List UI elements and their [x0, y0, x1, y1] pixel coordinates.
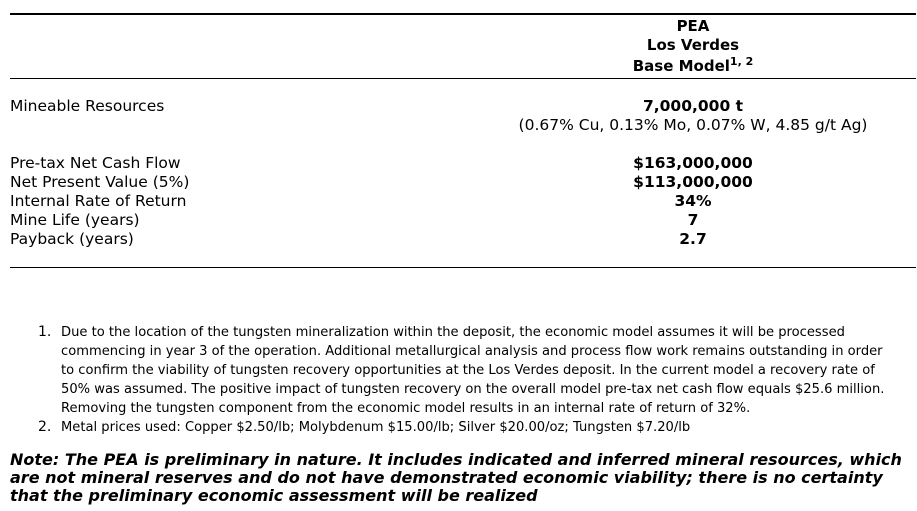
footnote-text: Due to the location of the tungsten mineralization within the deposit, the economic model assumes it will be processed commencing in year 3 of the operation. Additional metallurgical analysis and process flow work remains outstanding in order to confirm the viability of tungsten recovery opportunities at the Los Verdes deposit. In the current model a recovery rate of 50% was assumed. The positive impact of tungsten recovery on the overall model pre-tax net cash flow equals $25.6 million. Removing the tungsten component from the economic model results in an internal rate of return of 32%. [61, 325, 885, 416]
row-value-pretax-cash-flow: $163,000,000 [633, 154, 753, 172]
row-label-mine-life: Mine Life (years) [10, 211, 140, 229]
row-label-npv: Net Present Value (5%) [10, 173, 190, 191]
row-value-payback: 2.7 [679, 230, 707, 248]
row-subvalue-grades: (0.67% Cu, 0.13% Mo, 0.07% W, 4.85 g/t Ag) [518, 116, 868, 134]
row-label-irr: Internal Rate of Return [10, 192, 187, 210]
table-bottom-rule [10, 267, 916, 268]
row-label-pretax-cash-flow: Pre-tax Net Cash Flow [10, 154, 181, 172]
row-value-mine-life: 7 [687, 211, 699, 229]
column-header-line2: Los Verdes [646, 36, 740, 54]
column-header-line1: PEA [676, 17, 710, 35]
footnotes-list [38, 323, 898, 437]
header-rule [10, 78, 916, 79]
footnote-reference: 1, 2 [729, 55, 754, 68]
footnote-text: Metal prices used: Copper $2.50/lb; Molybdenum $15.00/lb; Silver $20.00/oz; Tungsten $7.20/lb [61, 420, 691, 435]
row-label-mineable-resources: Mineable Resources [10, 97, 165, 115]
row-value-irr: 34% [674, 192, 712, 210]
footnote-item [38, 323, 898, 418]
footnote-number: 2. [38, 419, 52, 435]
row-label-payback: Payback (years) [10, 230, 134, 248]
column-header-line3 [468, 57, 917, 76]
disclaimer-note: Note: The PEA is preliminary in nature. It includes indicated and inferred mineral resources, which are not mineral reserves and do not have demonstrated economic viability; there is no certainty that the preliminary economic assessment will be realized [10, 450, 902, 505]
row-value-mineable-resources: 7,000,000 t [642, 97, 744, 115]
column-header-title: Base Model [632, 57, 730, 75]
footnote-item [38, 418, 898, 437]
footnote-number: 1. [38, 324, 52, 340]
table-top-rule [10, 13, 916, 15]
row-value-npv: $113,000,000 [633, 173, 753, 191]
